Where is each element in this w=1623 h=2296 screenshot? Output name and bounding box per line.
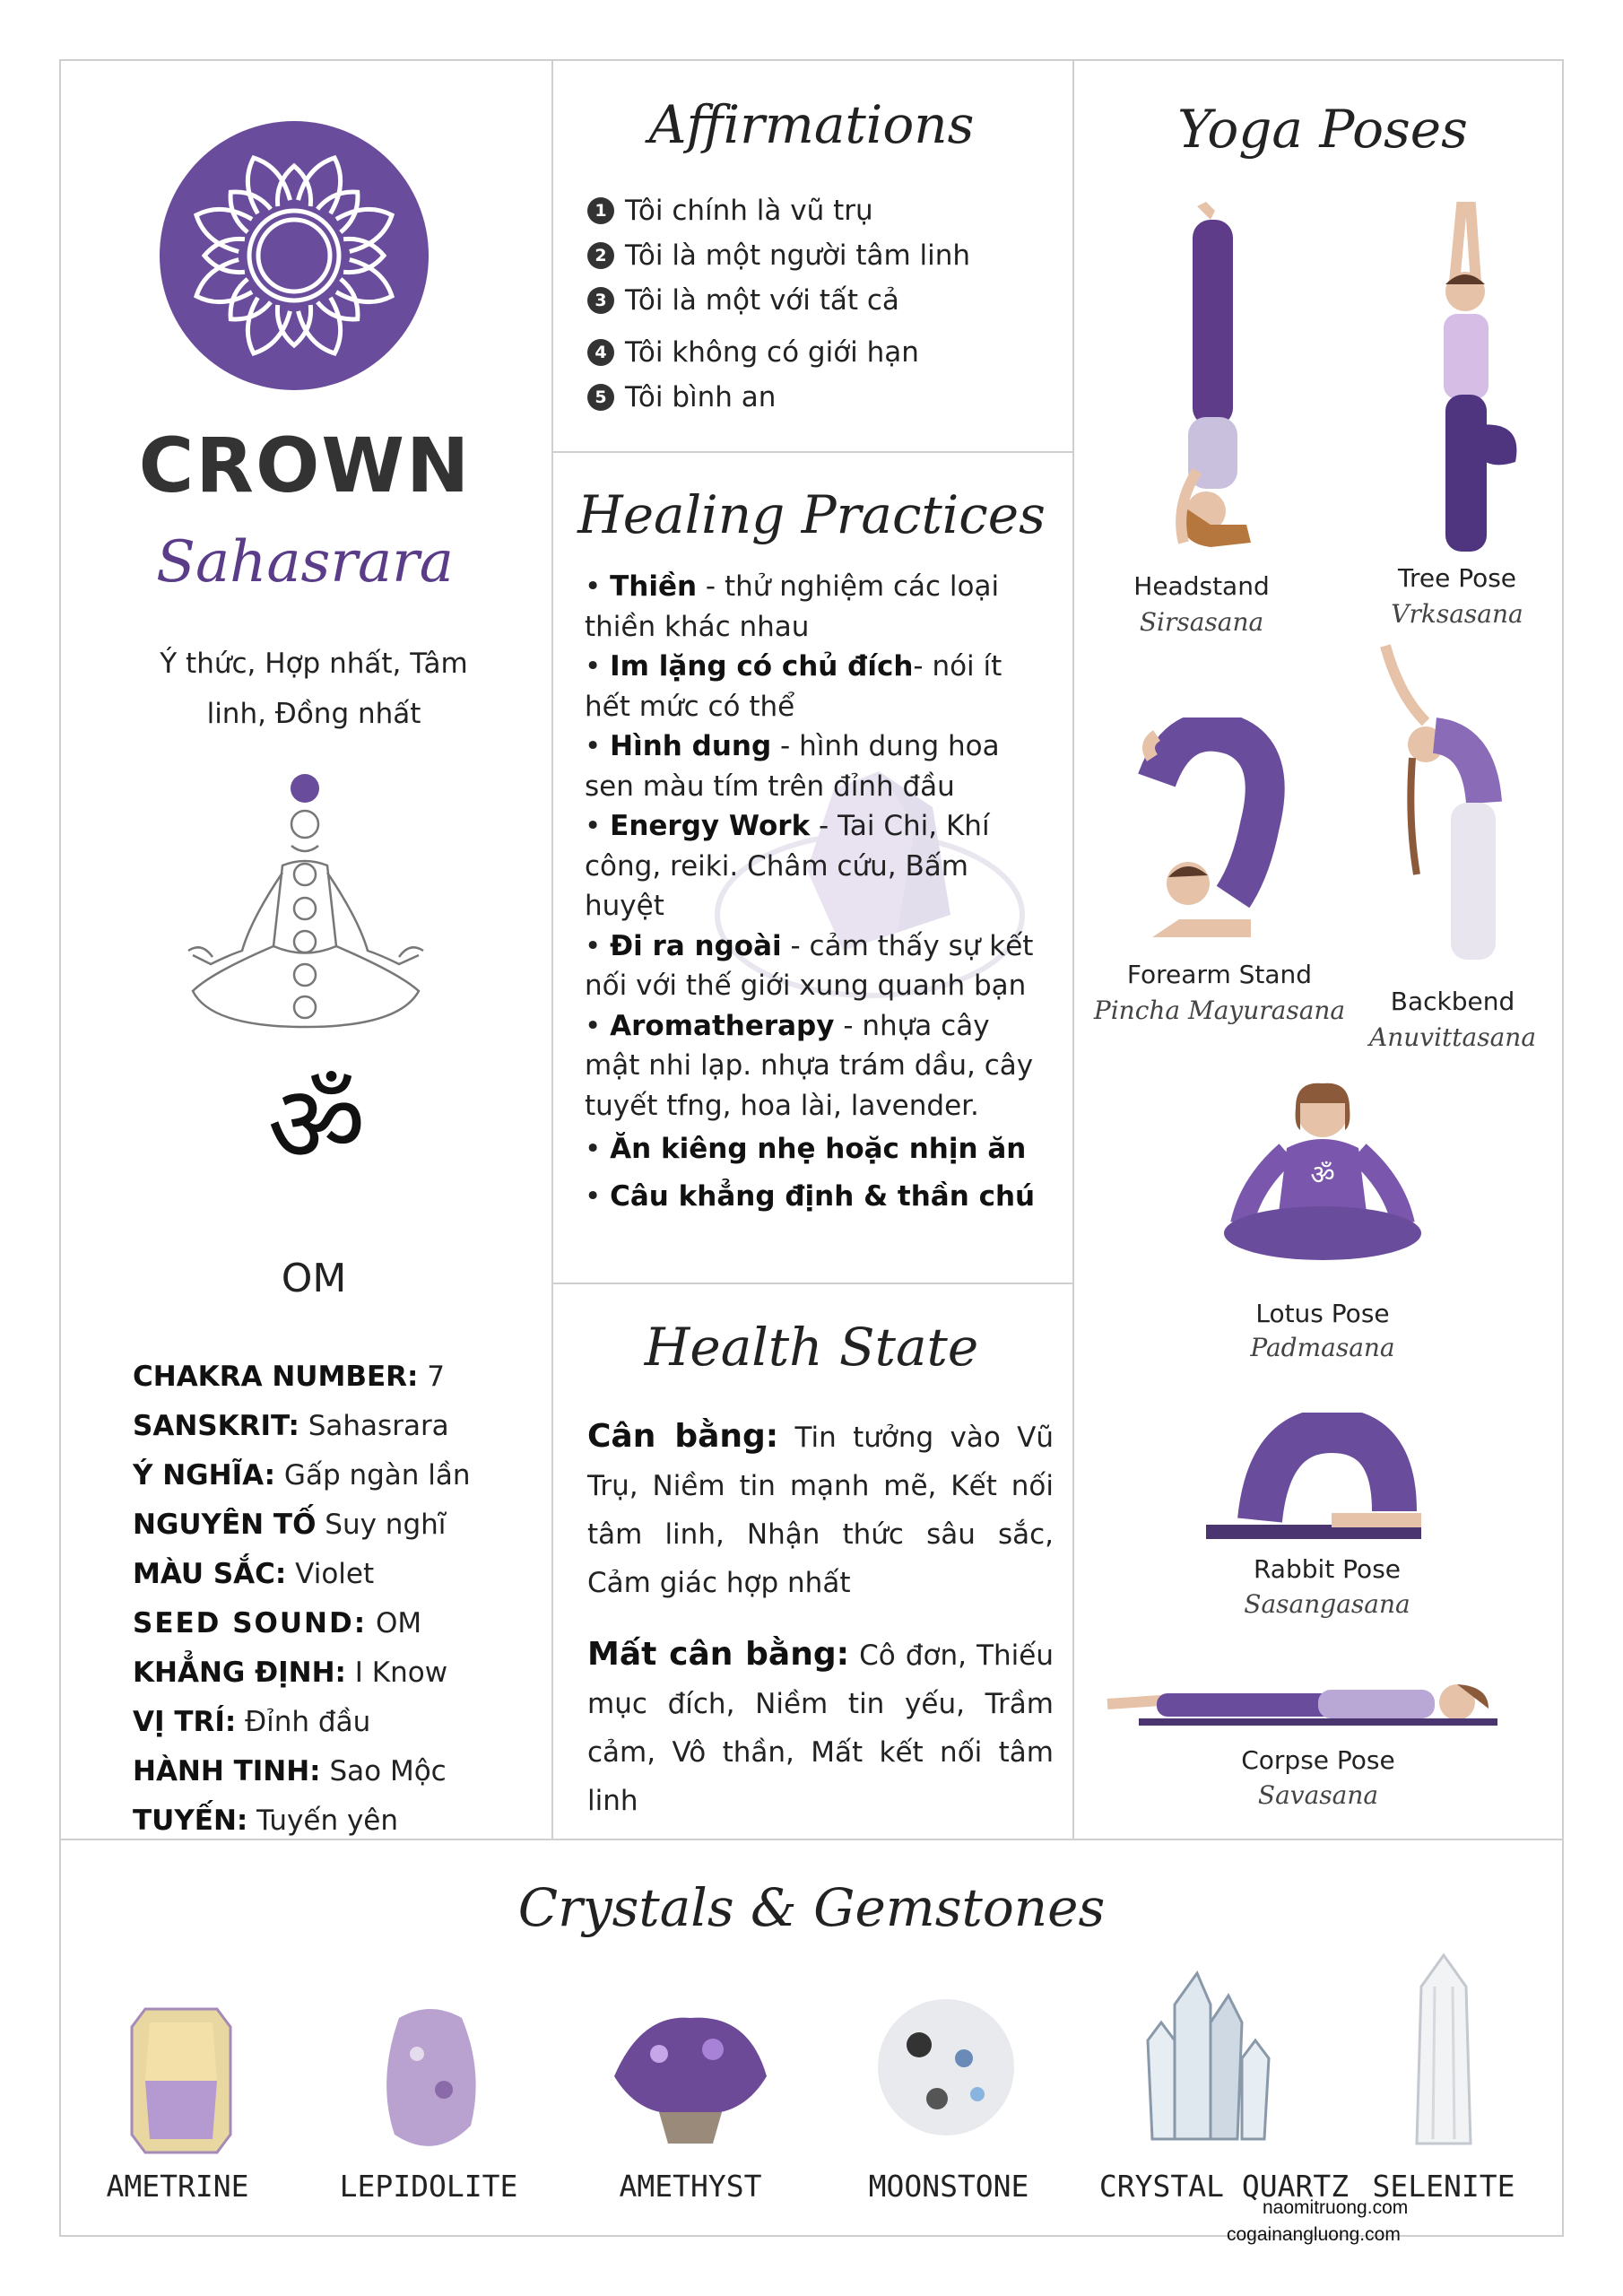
healing-item-text: - thử nghiệm các loại thiền khác nhau	[585, 570, 1000, 643]
property-value: Tuyến yên	[247, 1805, 399, 1837]
headstand-figure	[1157, 202, 1264, 561]
healing-item-text: - hình dung hoa sen màu tím trên đỉnh đầu	[585, 730, 1000, 803]
pose-name: Backbend	[1390, 987, 1515, 1016]
healing-item: • Thiền - thử nghiệm các loại thiền khác nhau	[585, 570, 1000, 643]
health-balanced-text: Tin tưởng vào Vũ Trụ, Niềm tin mạnh mẽ, Kết nối tâm linh, Nhận thức sâu sắc, Cảm giác hợp nhất	[587, 1422, 1054, 1599]
healing-item-title: Thiền	[610, 570, 698, 603]
pose-name: Corpse Pose	[1241, 1745, 1395, 1775]
property-key: VỊ TRÍ:	[133, 1706, 237, 1738]
property-row	[133, 1796, 554, 1846]
healing-item: • Energy Work - Tai Chi, Khí công, reiki. Châm cứu, Bấm huyệt	[585, 810, 990, 922]
affirmation-number: 5	[587, 384, 614, 411]
healing-item-text: - nói ít hết mức có thể	[585, 650, 1002, 723]
property-value: Suy nghĩ	[316, 1509, 447, 1541]
property-row	[133, 1648, 554, 1698]
chakra-keywords-line1: Ý thức, Hợp nhất, Tâm	[160, 648, 468, 680]
affirmation-number: 3	[587, 287, 614, 314]
pose-name: Lotus Pose	[1255, 1299, 1390, 1328]
healing-item: • Ăn kiêng nhẹ hoặc nhịn ăn	[585, 1133, 1027, 1165]
health-imbalanced-label: Mất cân bằng:	[587, 1636, 850, 1673]
property-key: TUYẾN:	[133, 1805, 248, 1837]
divider-healing	[551, 1283, 1072, 1284]
chakra-title: CROWN	[138, 422, 472, 509]
footer-url-2[interactable]: cogainangluong.com	[1227, 2224, 1401, 2245]
property-row	[133, 1599, 554, 1648]
health-imbalanced-text: Cô đơn, Thiếu mục đích, Niềm tin yếu, Trầm cảm, Vô thần, Mất kết nối tâm linh	[587, 1639, 1054, 1817]
property-value: Đỉnh đầu	[236, 1706, 371, 1738]
divider-affirmations	[551, 451, 1072, 453]
property-row	[133, 1352, 554, 1402]
yoga-poses-heading: Yoga Poses	[1177, 99, 1468, 160]
property-row	[133, 1698, 554, 1747]
health-state-heading: Health State	[644, 1317, 979, 1378]
footer-url-1[interactable]: naomitruong.com	[1263, 2197, 1409, 2218]
crystal-label: SELENITE	[1372, 2169, 1515, 2204]
svg-text:ॐ: ॐ	[1310, 1160, 1335, 1191]
property-value: Sao Mộc	[320, 1755, 447, 1787]
moonstone-icon	[874, 1996, 1018, 2139]
property-row	[133, 1747, 554, 1796]
property-key: MÀU SẮC:	[133, 1558, 287, 1590]
healing-practices-heading: Healing Practices	[577, 484, 1046, 545]
rabbit-pose-figure	[1197, 1413, 1448, 1547]
pose-sanskrit: Vrksasana	[1391, 599, 1523, 629]
chakra-sanskrit-name: Sahasrara	[156, 529, 454, 596]
pose-sanskrit: Sirsasana	[1139, 607, 1264, 637]
healing-item: • Câu khẳng định & thần chú	[585, 1179, 1036, 1213]
pose-name: Headstand	[1133, 571, 1270, 601]
property-value: I Know	[345, 1657, 448, 1689]
property-key: SEED SOUND:	[133, 1607, 368, 1639]
healing-item-title: Im lặng có chủ đích	[610, 650, 914, 683]
affirmation-text: Tôi bình an	[625, 381, 777, 413]
mantra-label: OM	[281, 1256, 347, 1301]
property-key: NGUYÊN TỐ	[133, 1509, 317, 1541]
divider-right	[1072, 59, 1074, 1839]
healing-item-title: Aromatherapy	[610, 1009, 835, 1042]
lepidolite-icon	[372, 2000, 489, 2161]
affirmation-text: Tôi chính là vũ trụ	[625, 195, 873, 227]
property-value: Gấp ngàn lần	[275, 1459, 471, 1492]
property-key: SANSKRIT:	[133, 1410, 299, 1442]
healing-item-text: - Tai Chi, Khí công, reiki. Châm cứu, Bấm huyệt	[585, 810, 990, 922]
pose-sanskrit: Padmasana	[1250, 1333, 1395, 1362]
healing-item-title: Câu khẳng định & thần chú	[610, 1179, 1036, 1213]
property-key: CHAKRA NUMBER:	[133, 1361, 419, 1393]
affirmation-item	[587, 278, 1054, 323]
affirmation-item	[587, 330, 1054, 375]
affirmations-list	[587, 188, 1054, 420]
property-row	[133, 1402, 554, 1451]
crystal-label: AMETRINE	[106, 2169, 249, 2204]
property-key: Ý NGHĨA:	[133, 1459, 276, 1492]
forearm-stand-figure	[1125, 718, 1305, 951]
corpse-pose-figure	[1103, 1668, 1515, 1731]
lotus-pose-figure	[1215, 1076, 1430, 1274]
healing-item-text: - nhựa cây mật nhi lạp. nhựa trám dầu, cây tuyết tfng, hoa lài, lavender.	[585, 1009, 1034, 1122]
crystal-label: CRYSTAL QUARTZ	[1098, 2169, 1350, 2204]
crystals-heading: Crystals & Gemstones	[517, 1877, 1106, 1938]
pose-sanskrit: Sasangasana	[1244, 1589, 1410, 1619]
property-key: KHẲNG ĐỊNH:	[133, 1657, 346, 1689]
affirmation-number: 1	[587, 197, 614, 224]
affirmation-number: 4	[587, 339, 614, 366]
healing-item-title: Ăn kiêng nhẹ hoặc nhịn ăn	[610, 1133, 1027, 1165]
healing-item-title: Hình dung	[610, 730, 772, 762]
health-balanced	[587, 1413, 1054, 1607]
ametrine-icon	[127, 2005, 235, 2157]
healing-item: • Đi ra ngoài - cảm thấy sự kết nối với thế giới xung quanh bạn	[585, 929, 1034, 1002]
property-row	[133, 1550, 554, 1599]
affirmation-text: Tôi không có giới hạn	[625, 336, 919, 369]
property-value: Violet	[286, 1558, 375, 1590]
crystal-label: LEPIDOLITE	[339, 2169, 518, 2204]
affirmation-item	[587, 188, 1054, 233]
crystal-quartz-icon	[1139, 1969, 1273, 2157]
affirmation-item	[587, 375, 1054, 420]
property-row	[133, 1500, 554, 1550]
healing-item-title: Đi ra ngoài	[610, 929, 782, 962]
chakra-keywords	[143, 639, 484, 739]
meditation-figure-icon	[157, 767, 462, 1045]
pose-sanskrit: Savasana	[1257, 1780, 1379, 1810]
chakra-properties	[133, 1352, 554, 1846]
healing-item-text: - cảm thấy sự kết nối với thế giới xung quanh bạn	[585, 929, 1034, 1002]
affirmation-text: Tôi là một với tất cả	[625, 284, 899, 317]
backbend-figure	[1372, 641, 1524, 973]
pose-sanskrit: Pincha Mayurasana	[1093, 996, 1346, 1025]
affirmations-heading: Affirmations	[648, 94, 975, 155]
pose-sanskrit: Anuvittasana	[1368, 1022, 1537, 1052]
om-symbol-icon	[254, 1063, 379, 1188]
health-balanced-label: Cân bằng:	[587, 1418, 779, 1455]
affirmation-item	[587, 233, 1054, 278]
healing-item: • Hình dung - hình dung hoa sen màu tím trên đỉnh đầu	[585, 730, 1000, 803]
healing-practices-list	[585, 567, 1051, 1216]
affirmation-number: 2	[587, 242, 614, 269]
selenite-icon	[1399, 1951, 1488, 2152]
healing-item: • Aromatherapy - nhựa cây mật nhi lạp. nhựa trám dầu, cây tuyết tfng, hoa lài, lavender.	[585, 1009, 1034, 1122]
pose-name: Rabbit Pose	[1253, 1554, 1402, 1584]
amethyst-icon	[605, 2005, 776, 2148]
chakra-keywords-line2: linh, Đồng nhất	[206, 698, 421, 730]
healing-item: • Im lặng có chủ đích- nói ít hết mức có thể	[585, 650, 1002, 723]
crown-chakra-symbol	[160, 121, 429, 390]
crystal-label: MOONSTONE	[868, 2169, 1029, 2204]
property-value: OM	[367, 1607, 422, 1639]
tree-pose-figure	[1399, 202, 1533, 561]
health-state-content	[587, 1413, 1054, 1825]
svg-text:ॐ: ॐ	[267, 1063, 366, 1187]
pose-name: Forearm Stand	[1126, 960, 1313, 989]
affirmation-text: Tôi là một người tâm linh	[625, 239, 971, 272]
healing-item-title: Energy Work	[610, 810, 811, 842]
property-key: HÀNH TINH:	[133, 1755, 321, 1787]
crystal-label: AMETHYST	[619, 2169, 762, 2204]
property-row	[133, 1451, 554, 1500]
health-imbalanced	[587, 1631, 1054, 1825]
property-value: 7	[418, 1361, 445, 1393]
property-value: Sahasrara	[299, 1410, 449, 1442]
pose-name: Tree Pose	[1397, 563, 1517, 593]
